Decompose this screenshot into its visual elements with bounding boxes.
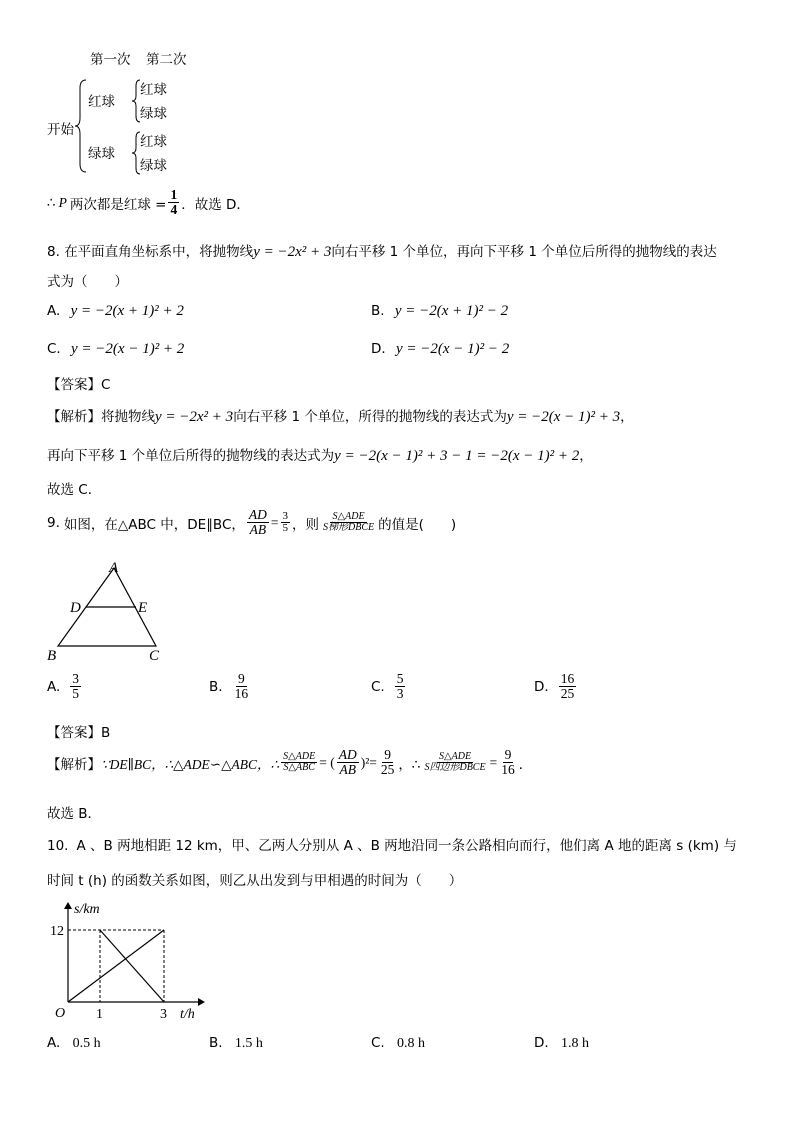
- q8-option-c: [47, 341, 184, 358]
- q9-area-fraction: [321, 512, 376, 534]
- q9-analysis-frac3-den: 25: [380, 762, 395, 778]
- x-tick-label-3: 3: [160, 1007, 167, 1022]
- q8-stem-line1: [47, 240, 717, 261]
- label-a: A: [109, 560, 119, 576]
- tree-header-first: 第一次: [90, 52, 131, 68]
- label-b: B: [47, 648, 57, 664]
- q10-option-b: [209, 1035, 263, 1052]
- q9-analysis-frac1-den: S△ABC: [283, 762, 315, 774]
- q9-analysis-eq2: =: [489, 754, 498, 770]
- q9-stem: [47, 508, 456, 537]
- tree-green-green: 绿球: [140, 158, 167, 174]
- q8-analysis-label: 【解析】: [47, 409, 101, 425]
- tree-header-second: 第二次: [146, 52, 187, 68]
- origin-label: O: [55, 1006, 66, 1021]
- q10-option-a: [47, 1035, 101, 1052]
- q9-analysis-end: ．: [518, 756, 533, 773]
- label-c: C: [149, 648, 160, 664]
- q9-analysis-frac2: [337, 748, 359, 777]
- q8-analysis1-b: 向右平移 1 个单位，所得的抛物线的表达式为: [233, 409, 507, 425]
- q9-conclusion: 故选 B．: [47, 806, 102, 822]
- q9-ratio-value: [281, 511, 291, 535]
- q9-option-a-num: 3: [72, 671, 80, 686]
- q9-option-b-fraction: [233, 672, 251, 701]
- q10-stem-line1: [47, 834, 737, 854]
- y-axis-label: s/km: [74, 902, 100, 917]
- q9-analysis-frac5-den: 16: [501, 762, 515, 778]
- q8-option-b: [371, 303, 508, 320]
- q9-ratio-den: AB: [249, 522, 267, 538]
- q9-option-d-fraction: [559, 672, 577, 701]
- q9-option-d: [534, 672, 578, 701]
- q9-analysis-frac1-num: S△ADE: [283, 750, 316, 762]
- q8-option-b-label: B.: [371, 303, 385, 319]
- q8-option-d-expr: y = −2(x − 1)² − 2: [395, 341, 510, 357]
- tree-first-red: 红球: [88, 94, 115, 110]
- q9-analysis-frac2-num: AD: [338, 747, 357, 762]
- tree-green-red: 红球: [140, 134, 167, 150]
- prob-text: 两次都是红球 =: [69, 196, 167, 213]
- tree-start: 开始: [47, 122, 74, 138]
- q9-analysis-frac5: [499, 748, 517, 777]
- q8-analysis2-a: 再向下平移 1 个单位后所得的抛物线的表达式为: [47, 448, 335, 464]
- q9-option-a: [47, 672, 83, 701]
- q10-option-d-label: D.: [534, 1035, 549, 1051]
- q9-analysis-frac4: [422, 752, 487, 774]
- prob-tail: ．故选 D．: [181, 196, 250, 213]
- q9-analysis-frac4-den: S四边形DBCE: [424, 762, 486, 774]
- q8-option-a: [47, 303, 184, 320]
- q9-analysis-frac5-num: 9: [504, 747, 512, 762]
- q8-stem1-expr: y = −2x² + 3: [253, 244, 332, 260]
- q9-ratio-eq: =: [270, 514, 279, 530]
- y-tick-label: 12: [50, 924, 64, 939]
- line-jia: [68, 930, 164, 1002]
- q9-analysis-frac3-num: 9: [384, 747, 391, 762]
- q9-option-c-den: 3: [396, 686, 404, 702]
- q9-analysis-frac3: [379, 748, 397, 777]
- q10-option-b-label: B.: [209, 1035, 223, 1051]
- q9-area-den: S梯形DBCE: [323, 522, 375, 534]
- label-d: D: [70, 600, 81, 616]
- q8-analysis1-expr1: y = −2x² + 3: [155, 409, 234, 425]
- q10-number: 10.: [47, 838, 69, 854]
- q9-option-d-label: D.: [534, 678, 549, 695]
- q8-answer-value: C: [101, 377, 111, 393]
- q9-option-b-den: 16: [234, 686, 249, 702]
- q10-option-d-value: 1.8 h: [560, 1036, 589, 1051]
- label-e: E: [138, 600, 148, 616]
- q9-option-b: [209, 672, 252, 701]
- q9-analysis-a: ∵DE∥BC，∴△ADE∽△ABC，∴: [101, 756, 280, 772]
- q9-option-d-num: 16: [560, 671, 575, 686]
- q9-analysis-frac4-num: S△ADE: [438, 750, 472, 762]
- q8-option-d-label: D.: [371, 341, 386, 357]
- q9-answer: [47, 721, 110, 741]
- q10-graph: [40, 897, 210, 1025]
- q9-option-b-num: 9: [237, 671, 245, 686]
- q8-option-a-label: A.: [47, 303, 61, 319]
- q9-ratio-fraction: [247, 508, 269, 537]
- q9-ratio-num: AD: [248, 507, 267, 522]
- prob-symbol: P: [58, 194, 67, 210]
- q9-answer-value: B: [101, 725, 111, 741]
- x-axis-arrow-icon: [198, 998, 205, 1006]
- q10-option-c: [371, 1035, 425, 1052]
- q9-option-a-fraction: [70, 672, 81, 701]
- q8-stem1-a: 在平面直角坐标系中，将抛物线: [64, 244, 254, 260]
- q9-stem-c: 的值是( ): [378, 516, 457, 533]
- q10-option-a-label: A.: [47, 1035, 61, 1051]
- q10-option-c-value: 0.8 h: [397, 1036, 426, 1051]
- q9-option-d-den: 25: [560, 686, 575, 702]
- q9-option-c-fraction: [395, 672, 406, 701]
- q8-stem-line2: 式为（ ）: [47, 274, 128, 290]
- q9-ratio-value-num: 3: [282, 509, 288, 522]
- q10-option-d: [534, 1035, 589, 1052]
- q8-answer: [47, 373, 110, 393]
- q8-option-c-label: C.: [47, 341, 61, 357]
- line-yi: [100, 930, 164, 1002]
- q8-option-a-expr: y = −2(x + 1)² + 2: [70, 303, 184, 319]
- q8-analysis2-b: ，: [579, 448, 593, 464]
- q8-conclusion: 故选 C．: [47, 482, 102, 498]
- therefore-symbol: ∴: [47, 194, 56, 211]
- q9-option-c: [371, 672, 407, 701]
- q8-option-d: [371, 341, 509, 358]
- q9-analysis-eq1: = (: [319, 754, 335, 770]
- tree-red-red: 红球: [140, 82, 167, 98]
- q9-analysis-label: 【解析】: [47, 756, 101, 773]
- q9-ratio-value-den: 5: [282, 522, 288, 535]
- q8-answer-label: 【答案】: [47, 377, 101, 393]
- prob-den: 4: [170, 202, 178, 218]
- q8-analysis-line2: [47, 444, 593, 465]
- prev-conclusion: [47, 188, 250, 217]
- q8-analysis2-expr: y = −2(x − 1)² + 3 − 1 = −2(x − 1)² + 2: [334, 448, 580, 464]
- q10-stem1: A 、B 两地相距 12 km，甲、乙两人分别从 A 、B 两地沿同一条公路相向而行，他们离 A 地的距离 s (km) 与: [76, 838, 737, 854]
- q9-answer-label: 【答案】: [47, 725, 101, 741]
- q8-option-b-expr: y = −2(x + 1)² − 2: [394, 303, 509, 319]
- q9-stem-b: ，则: [292, 516, 319, 533]
- q9-analysis: [47, 748, 532, 777]
- q10-option-a-value: 0.5 h: [72, 1036, 101, 1051]
- q9-stem-a: 如图，在△ABC 中，DE∥BC，: [63, 516, 245, 533]
- prob-fraction: [168, 188, 179, 217]
- q9-analysis-sq: )²=: [360, 754, 377, 770]
- q9-number: 9.: [47, 514, 60, 531]
- q9-analysis-frac2-den: AB: [339, 762, 356, 778]
- prob-num: 1: [170, 187, 178, 202]
- q10-option-c-label: C.: [371, 1035, 385, 1051]
- y-axis-arrow-icon: [64, 902, 72, 909]
- x-axis-label: t/h: [180, 1007, 195, 1022]
- q8-analysis1-a: 将抛物线: [101, 409, 155, 425]
- q9-option-a-den: 5: [72, 686, 80, 702]
- q9-triangle-figure: [44, 558, 174, 664]
- q9-analysis-mid: ，∴: [398, 756, 421, 773]
- tree-first-green: 绿球: [88, 146, 115, 162]
- x-tick-label-1: 1: [96, 1007, 103, 1022]
- q8-option-c-expr: y = −2(x − 1)² + 2: [71, 341, 185, 357]
- q9-analysis-frac1: [281, 752, 317, 774]
- q8-number: 8.: [47, 244, 60, 260]
- q10-option-b-value: 1.5 h: [234, 1036, 263, 1051]
- q8-stem1-b: 向右平移 1 个单位，再向下平移 1 个单位后所得的抛物线的表达: [331, 244, 717, 260]
- q9-option-c-label: C.: [371, 678, 385, 695]
- q9-area-num: S△ADE: [332, 510, 365, 522]
- q8-analysis1-c: ，: [620, 409, 634, 425]
- q9-option-a-label: A.: [47, 678, 61, 695]
- q9-option-c-num: 5: [396, 671, 404, 686]
- q10-stem-line2: 时间 t (h) 的函数关系如图，则乙从出发到与甲相遇的时间为（ ）: [47, 873, 463, 889]
- q8-analysis-line1: [47, 405, 634, 426]
- q9-option-b-label: B.: [209, 678, 223, 695]
- tree-red-green: 绿球: [140, 106, 167, 122]
- q8-analysis1-expr2: y = −2(x − 1)² + 3: [506, 409, 621, 425]
